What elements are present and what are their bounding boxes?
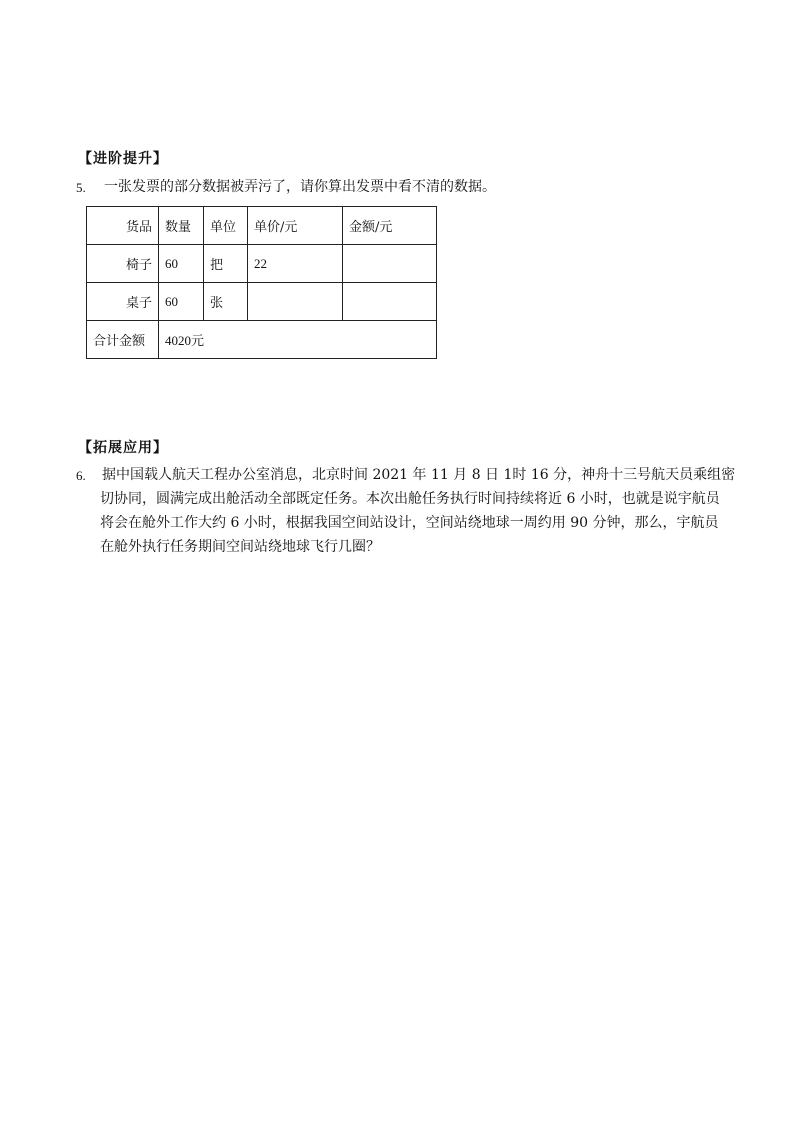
- table-row: [87, 283, 437, 321]
- invoice-table: [86, 206, 437, 359]
- cell-quantity: 60: [159, 283, 204, 321]
- header-goods: 货品: [87, 207, 159, 245]
- cell-goods: 椅子: [87, 245, 159, 283]
- total-value: 4020元: [159, 321, 437, 359]
- cell-unit: 把: [204, 245, 248, 283]
- section-title-extension: 【拓展应用】: [78, 440, 168, 456]
- table-total-row: [87, 321, 437, 359]
- question-line: 切协同，圆满完成出舱活动全部既定任务。本次出舱任务执行时间持续将近 6 小时，也就是说宇航员: [100, 491, 720, 507]
- question-number-5: 5.: [76, 180, 86, 195]
- question-line: 在舱外执行任务期间空间站绕地球飞行几圈？: [100, 539, 380, 555]
- table-header-row: [87, 207, 437, 245]
- cell-goods: 桌子: [87, 283, 159, 321]
- section-title-advanced: 【进阶提升】: [78, 151, 168, 167]
- question-number-6: 6.: [76, 468, 86, 483]
- header-unit-price: 单价/元: [248, 207, 343, 245]
- total-label: 合计金额: [87, 321, 159, 359]
- question-text-5: 一张发票的部分数据被弄污了，请你算出发票中看不清的数据。: [104, 179, 496, 195]
- question-line: 将会在舱外工作大约 6 小时，根据我国空间站设计，空间站绕地球一周约用 90 分钟，那么，宇航员: [100, 515, 719, 531]
- table-row: [87, 245, 437, 283]
- header-quantity: 数量: [159, 207, 204, 245]
- header-unit: 单位: [204, 207, 248, 245]
- cell-quantity: 60: [159, 245, 204, 283]
- header-amount: 金额/元: [343, 207, 437, 245]
- question-line: 据中国载人航天工程办公室消息，北京时间 2021 年 11 月 8 日 1时 16 分，神舟十三号航天员乘组密: [102, 467, 736, 483]
- cell-unit: 张: [204, 283, 248, 321]
- cell-unit-price: 22: [248, 245, 343, 283]
- cell-amount: [343, 283, 437, 321]
- question-text-6: [100, 463, 736, 559]
- cell-amount: [343, 245, 437, 283]
- cell-unit-price: [248, 283, 343, 321]
